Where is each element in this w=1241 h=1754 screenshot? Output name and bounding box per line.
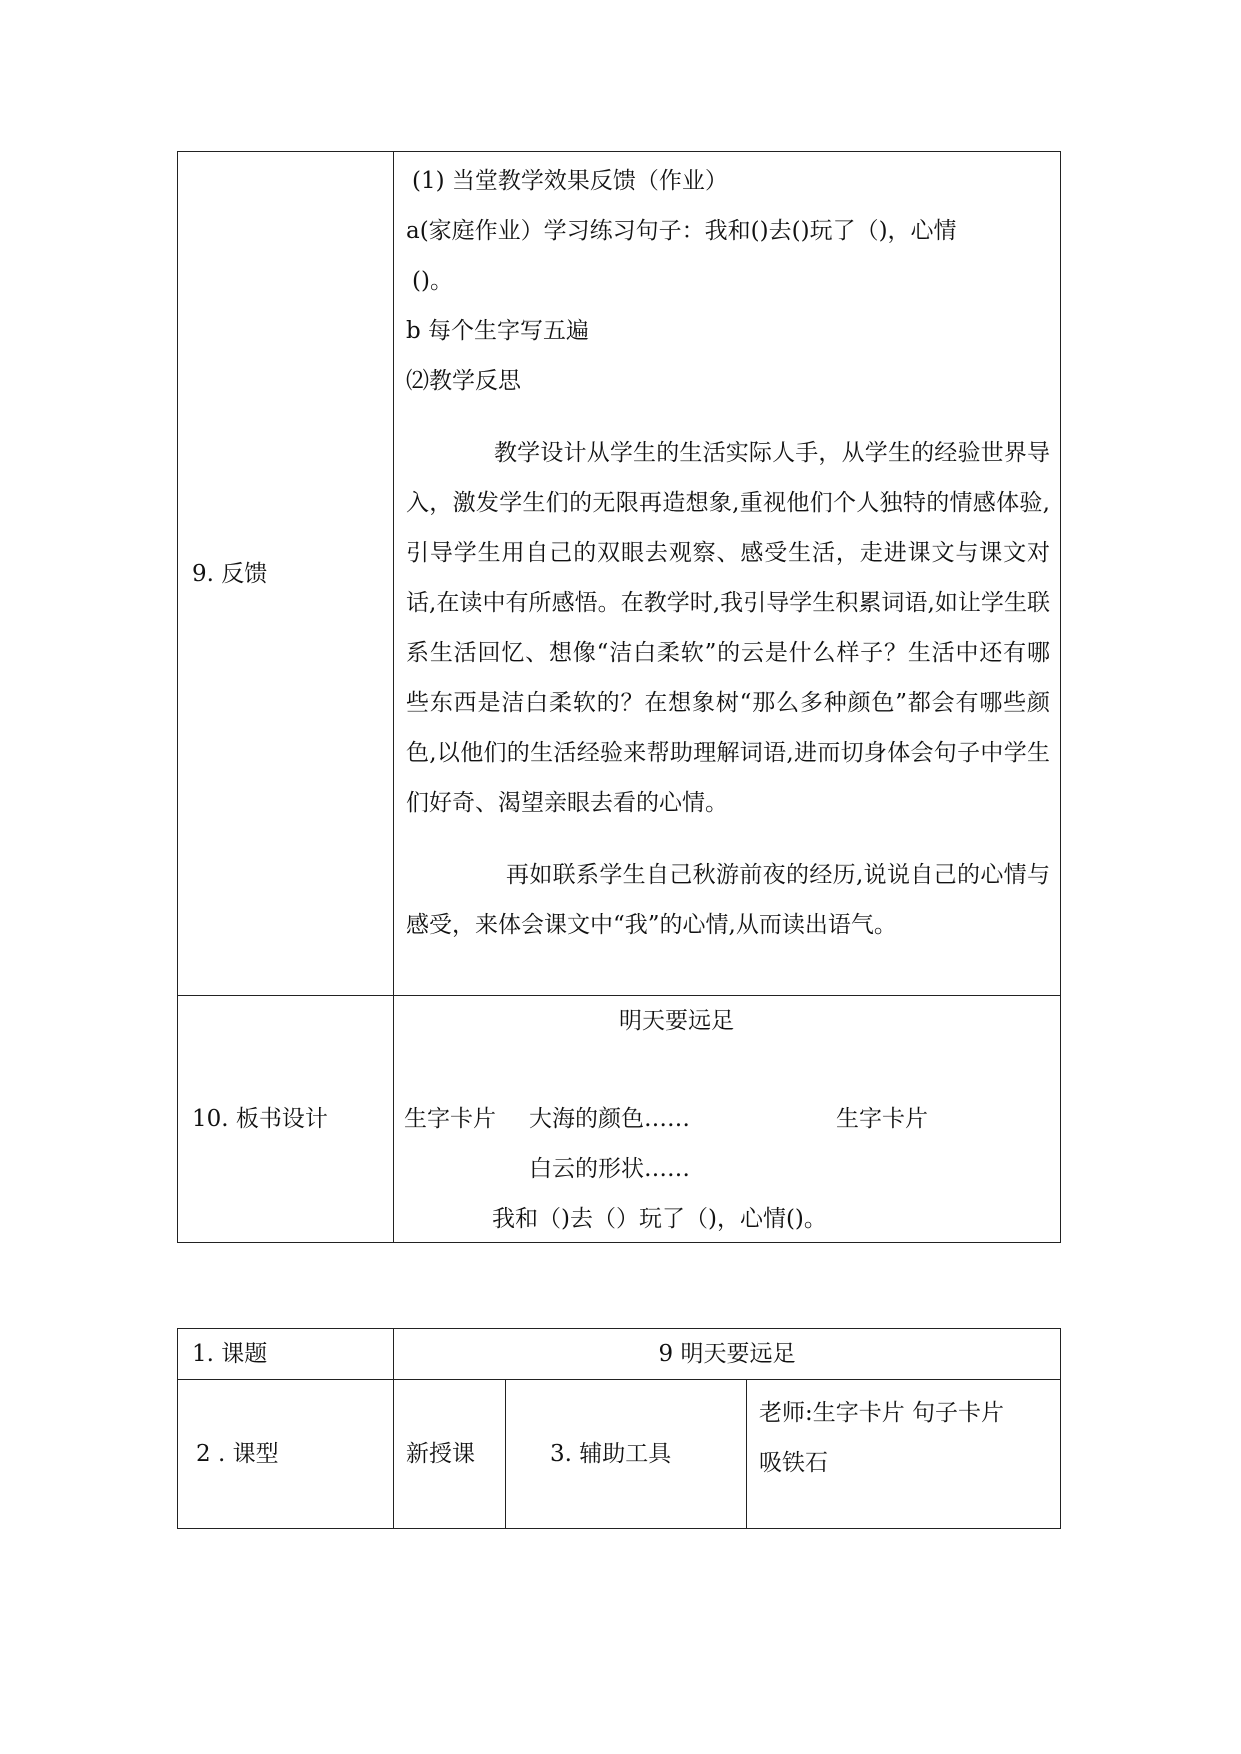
item1-b: b 每个生字写五遍 bbox=[406, 318, 590, 344]
reflection-paragraph-1: 教学设计从学生的生活实际人手，从学生的经验世界导入，激发学生们的无限再造想象,重视他们个人独特的情感体验,引导学生用自己的双眼去观察、感受生活，走进课文与课文对话,在读中有所感悟。在教学时,我引导学生积累词语,如让学生联系生活回忆、想像“洁白柔软”的云是什么样子？生活中还有哪些东西是洁白柔软的？在想象树“那么多种颜色”都会有哪些颜色,以他们的生活经验来帮助理解词语,进而切身体会句子中学生们好奇、渴望亲眼去看的心情。 bbox=[406, 440, 1050, 816]
tools-value-line1: 老师:生字卡片 句子卡片 bbox=[759, 1400, 1005, 1426]
type-label: 2 . 课型 bbox=[178, 1380, 394, 1529]
board-left-card: 生字卡片 bbox=[404, 1106, 496, 1132]
board-label: 10. 板书设计 bbox=[178, 996, 394, 1243]
feedback-row bbox=[178, 152, 1061, 996]
board-row bbox=[178, 996, 1061, 1243]
board-title: 明天要远足 bbox=[619, 1008, 734, 1034]
lesson-info-table bbox=[177, 1328, 1061, 1529]
board-line-1: 大海的颜色…… bbox=[529, 1106, 690, 1132]
item1-a-line1: a(家庭作业）学习练习句子：我和()去()玩了（)，心情 bbox=[406, 218, 957, 244]
item1-heading: (1) 当堂教学效果反馈（作业） bbox=[412, 168, 728, 194]
tools-value-line2: 吸铁石 bbox=[759, 1450, 828, 1476]
topic-row bbox=[178, 1329, 1061, 1380]
feedback-content bbox=[394, 152, 1061, 996]
board-line-2: 白云的形状…… bbox=[529, 1156, 690, 1182]
reflection-paragraph-2: 再如联系学生自己秋游前夜的经历,说说自己的心情与感受，来体会课文中“我”的心情,从而读出语气。 bbox=[406, 862, 1050, 938]
tools-label: 3. 辅助工具 bbox=[506, 1380, 747, 1529]
board-content bbox=[394, 996, 1061, 1243]
topic-label: 1. 课题 bbox=[178, 1329, 394, 1380]
type-row bbox=[178, 1380, 1061, 1529]
topic-value: 9 明天要远足 bbox=[394, 1329, 1061, 1380]
lesson-plan-table-continued bbox=[177, 151, 1061, 1243]
board-right-card: 生字卡片 bbox=[836, 1106, 928, 1132]
item1-a-line2: ()。 bbox=[412, 268, 453, 294]
item2-heading: ⑵教学反思 bbox=[406, 368, 521, 394]
type-value: 新授课 bbox=[394, 1380, 506, 1529]
feedback-label: 9. 反馈 bbox=[178, 152, 394, 996]
board-sentence: 我和（)去（）玩了（)，心情()。 bbox=[492, 1206, 827, 1232]
tools-value bbox=[747, 1380, 1061, 1529]
